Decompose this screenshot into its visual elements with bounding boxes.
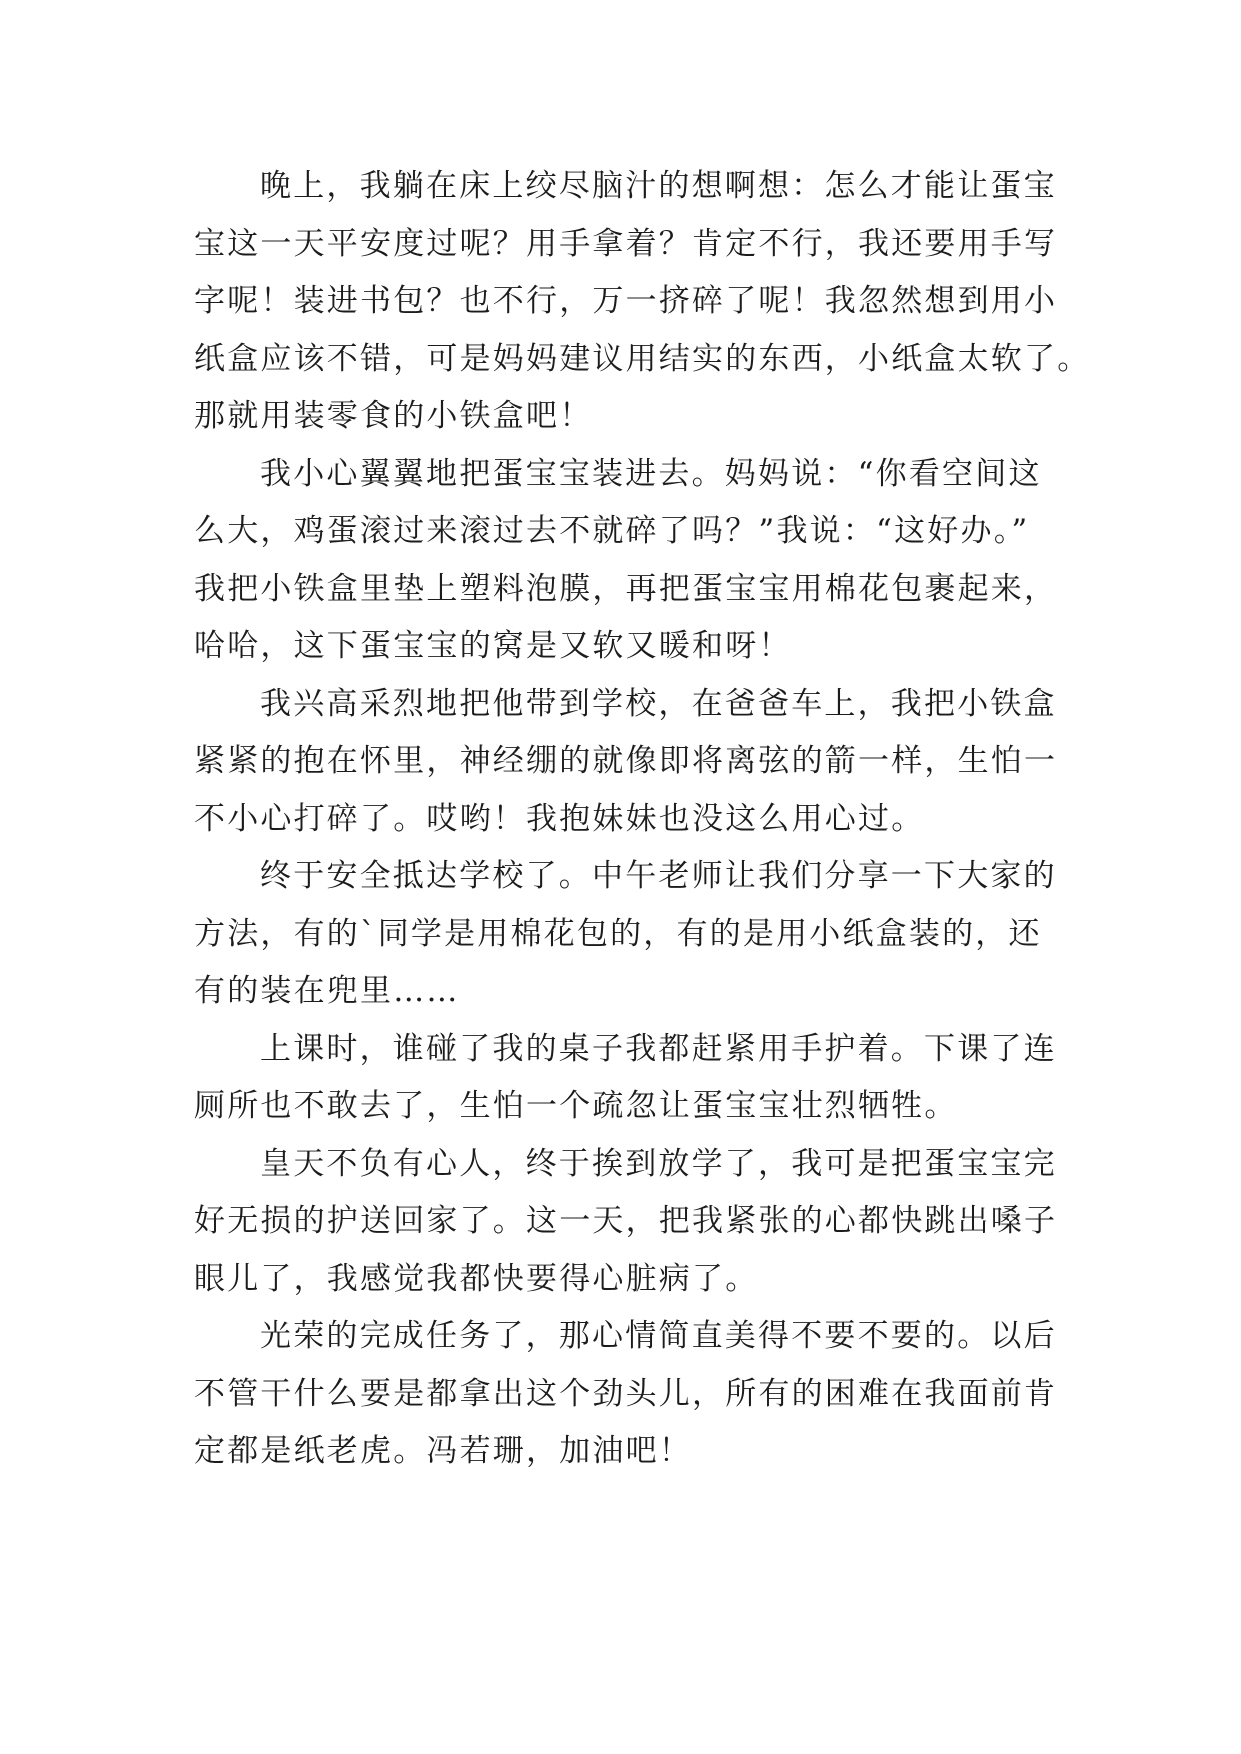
text-line: 厕所也不敢去了，生怕一个疏忽让蛋宝宝壮烈牺牲。 bbox=[194, 1088, 958, 1124]
text-line: 定都是纸老虎。冯若珊，加油吧！ bbox=[194, 1433, 692, 1469]
paragraph-7 bbox=[194, 1308, 1062, 1481]
text-line: 紧紧的抱在怀里，神经绷的就像即将离弦的箭一样，生怕一 bbox=[194, 743, 1058, 779]
text-line: 方法，有的`同学是用棉花包的，有的是用小纸盒装的，还 bbox=[194, 915, 1042, 952]
paragraph-5 bbox=[194, 1021, 1062, 1136]
text-line: 哈哈，这下蛋宝宝的窝是又软又暖和呀！ bbox=[194, 628, 792, 664]
text-line: 不小心打碎了。哎哟！我抱妹妹也没这么用心过。 bbox=[194, 800, 925, 837]
text-line: 纸盒应该不错，可是妈妈建议用结实的东西，小纸盒太软了。 bbox=[194, 340, 1091, 377]
text-line: 皇天不负有心人，终于挨到放学了，我可是把蛋宝宝完 bbox=[260, 1145, 1057, 1182]
text-line: 么大，鸡蛋滚过来滚过去不就碎了吗？”我说：“这好办。” bbox=[194, 513, 1030, 549]
text-line: 有的装在兜里…… bbox=[194, 973, 460, 1009]
text-line: 宝这一天平安度过呢？用手拿着？肯定不行，我还要用手写 bbox=[194, 225, 1058, 262]
text-line: 字呢！装进书包？也不行，万一挤碎了呢！我忽然想到用小 bbox=[194, 283, 1058, 319]
text-line: 好无损的护送回家了。这一天，把我紧张的心都快跳出嗓子 bbox=[194, 1203, 1058, 1239]
text-line: 那就用装零食的小铁盒吧！ bbox=[194, 398, 593, 434]
article-body bbox=[194, 158, 1091, 1481]
text-line: 我把小铁盒里垫上塑料泡膜，再把蛋宝宝用棉花包裹起来， bbox=[194, 570, 1058, 607]
paragraph-6 bbox=[194, 1136, 1062, 1309]
text-line: 上课时，谁碰了我的桌子我都赶紧用手护着。下课了连 bbox=[260, 1030, 1057, 1067]
paragraph-2 bbox=[194, 446, 1062, 676]
paragraph-4 bbox=[194, 848, 1062, 1021]
text-line: 晚上，我躺在床上绞尽脑汁的想啊想：怎么才能让蛋宝 bbox=[260, 168, 1057, 204]
text-line: 光荣的完成任务了，那心情简直美得不要不要的。以后 bbox=[260, 1318, 1057, 1354]
text-line: 终于安全抵达学校了。中午老师让我们分享一下大家的 bbox=[260, 858, 1057, 894]
paragraph-1 bbox=[194, 158, 1091, 446]
text-line: 我小心翼翼地把蛋宝宝装进去。妈妈说：“你看空间这 bbox=[260, 455, 1042, 492]
text-line: 我兴高采烈地把他带到学校，在爸爸车上，我把小铁盒 bbox=[260, 685, 1057, 722]
text-line: 眼儿了，我感觉我都快要得心脏病了。 bbox=[194, 1260, 759, 1297]
paragraph-3 bbox=[194, 676, 1062, 849]
text-line: 不管干什么要是都拿出这个劲头儿，所有的困难在我面前肯 bbox=[194, 1375, 1058, 1412]
